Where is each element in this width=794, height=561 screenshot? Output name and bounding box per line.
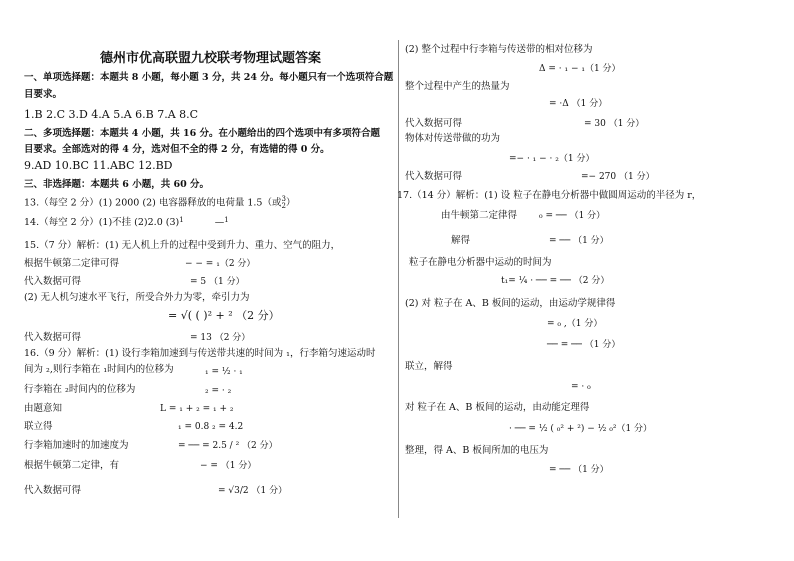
q16-line8: 代入数据可得 (24, 485, 82, 496)
r-line1: (2) 整个过程中行李箱与传送带的相对位移为 (405, 44, 593, 55)
r-eq4: =− · ₁ − · ₂（1 分） (509, 154, 595, 164)
q16-line3: 行李箱在 ₂时间内的位移为 (24, 384, 136, 395)
q16-eq3: L = ₁ + ₂ = ₁ + ₂ (160, 404, 234, 414)
right-column (399, 0, 794, 561)
section3-header: 三、非选择题：本题共 6 小题，共 60 分。 (24, 179, 210, 190)
r-line13: 对 粒子在 A、B 板间的运动，由动能定理得 (405, 402, 590, 413)
q14-answer (24, 217, 229, 229)
r-eq14: = ── （1 分） (549, 465, 609, 475)
section1-header: 一、单项选择题：本题共 8 小题，每小题 3 分，共 24 分。每小题只有一个选项符合题 (24, 72, 394, 83)
r-eq12: = · ₀ (571, 382, 591, 392)
section2-header: 二、多项选择题：本题共 4 小题，共 16 分。在小题给出的四个选项中有多项符合题 (24, 128, 381, 139)
q16-eq5: = ── = 2.5 / ² （2 分） (178, 441, 278, 451)
r-eq3: = 30 （1 分） (584, 119, 645, 129)
q16-line1: 16.（9 分）解析：(1) 设行李箱加速到与传送带共速的时间为 ₁，行李箱匀速运动时 (24, 348, 376, 359)
q14-frac2: 1 (224, 216, 229, 224)
q13-close: ） (285, 197, 296, 209)
section1-answers: 1.B 2.C 3.D 4.A 5.A 6.B 7.A 8.C (24, 108, 199, 121)
q16-eq2: ₂ = · ₂ (205, 386, 232, 396)
section2-header-cont: 目要求。全部选对的得 4 分，选对但不全的得 2 分，有选错的得 0 分。 (24, 144, 330, 155)
q15-line6: 代入数据可得 (24, 332, 82, 343)
r-line6: 17.（14 分）解析：(1) 设 粒子在静电分析器中做圆周运动的半径为 r， (397, 190, 702, 201)
q16-line4: 由题意知 (24, 403, 63, 414)
q15-eq1: − − = ₁（2 分） (185, 259, 256, 269)
q14-text: 14.（每空 2 分）(1)不挂 (2)2.0 (3) (24, 217, 180, 228)
q14-frac: 1 (179, 216, 184, 224)
r-line8: 解得 (451, 235, 471, 246)
q13-text: 13.（每空 2 分）(1) 2000 (2) 电容器释放的电荷量 1.5（或 (24, 197, 282, 209)
q16-eq1: ₁ = ½ · ₁ (205, 367, 243, 377)
r-eq8: = ── （1 分） (549, 236, 609, 246)
r-line7: 由牛顿第二定律得 (441, 210, 518, 221)
q13-frac-num: 3 (281, 195, 286, 203)
q15-line1: 15.（7 分）解析：(1) 无人机上升的过程中受到升力、重力、空气的阻力， (24, 240, 341, 251)
r-eq7: ₀ = ── （1 分） (539, 211, 606, 221)
q15-eq3: = √( ( )² + ² （2 分） (168, 309, 280, 322)
q15-line2: 根据牛顿第二定律可得 (24, 258, 120, 269)
q16-line5: 联立得 (24, 421, 53, 432)
section2-answers: 9.AD 10.BC 11.ABC 12.BD (24, 159, 173, 172)
r-line12: 联立，解得 (405, 361, 453, 372)
r-line2: 整个过程中产生的热量为 (405, 81, 510, 92)
r-line10: (2) 对 粒子在 A、B 板间的运动，由运动学规律得 (405, 298, 616, 309)
q14-dash: — (214, 217, 225, 228)
r-eq1: Δ = · ₁ − ₁（1 分） (539, 64, 621, 74)
page-title: 德州市优高联盟九校联考物理试题答案 (100, 51, 322, 66)
r-line5: 代入数据可得 (405, 171, 463, 182)
r-eq9: t₁= ¼ · ── = ── （2 分） (501, 276, 610, 286)
q16-eq4: ₁ = 0.8 ₂ = 4.2 (178, 422, 244, 432)
q15-line3: 代入数据可得 (24, 276, 82, 287)
section1-header-cont: 目要求。 (24, 89, 63, 100)
q15-eq2: = 5 （1 分） (190, 277, 245, 287)
q16-line6: 行李箱加速时的加速度为 (24, 440, 129, 451)
q16-eq6: − = （1 分） (200, 461, 257, 471)
r-line4: 物体对传送带做的功为 (405, 133, 501, 144)
q15-line4: (2) 无人机匀速水平飞行，所受合外力为零，牵引力为 (24, 292, 250, 303)
r-eq2: = ·Δ （1 分） (549, 99, 608, 109)
r-line9: 粒子在静电分析器中运动的时间为 (409, 257, 552, 268)
q16-eq7: = √3/2 （1 分） (218, 486, 288, 496)
r-eq11: ── = ── （1 分） (547, 340, 621, 350)
q16-line2: 间为 ₂,则行李箱在 ₁时间内的位移为 (24, 364, 174, 375)
q16-line7: 根据牛顿第二定律，有 (24, 460, 120, 471)
r-line14: 整理，得 A、B 板间所加的电压为 (405, 445, 549, 456)
r-eq13: · ── = ½ ( ₀² + ²) − ½ ₀²（1 分） (509, 424, 653, 434)
q13-answer (24, 196, 295, 210)
r-line3: 代入数据可得 (405, 118, 463, 129)
q13-frac-den: 2 (281, 202, 286, 210)
q15-eq4: = 13 （2 分） (190, 333, 251, 343)
r-eq10: = ₀ ,（1 分） (547, 319, 603, 329)
r-eq5: =− 270 （1 分） (581, 172, 655, 182)
